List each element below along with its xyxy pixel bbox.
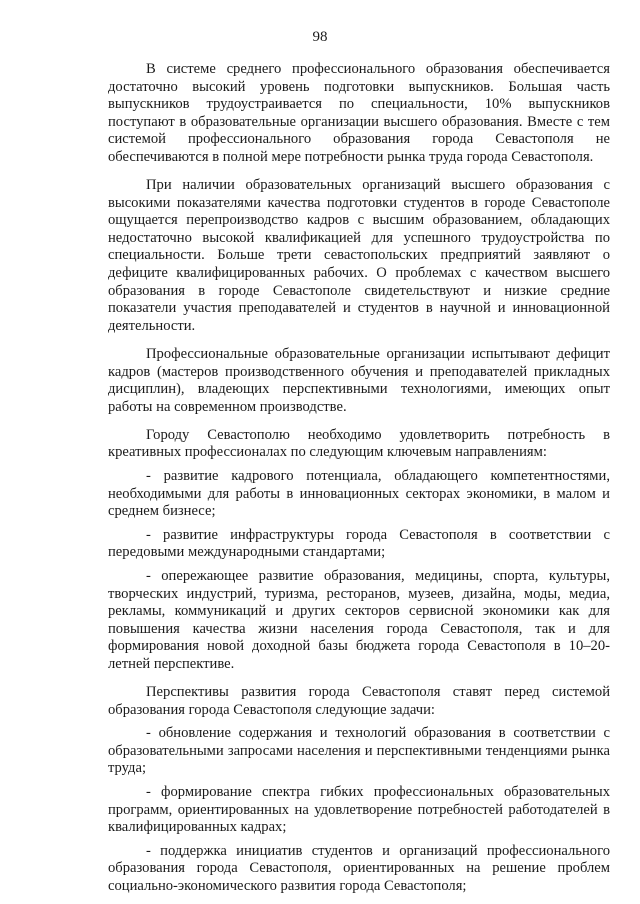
list-item: - развитие инфраструктуры города Севастополя в соответствии с передовыми международными стандартами; <box>108 526 610 561</box>
list-item: - обновление содержания и технологий образования в соответствии с образовательными запросами населения и перспективными тенденциями рынка труда; <box>108 725 610 777</box>
paragraph: Профессиональные образовательные организации испытывают дефицит кадров (мастеров производственного обучения и преподавателей прикладных дисциплин), владеющих перспективными технологиями, имеющих опыт работы на современном производстве. <box>108 345 610 415</box>
list-item: - развитие кадрового потенциала, обладающего компетентностями, необходимыми для работы в инновационных секторах экономики, в малом и среднем бизнесе; <box>108 467 610 520</box>
document-body <box>108 61 610 902</box>
list-item: - формирование спектра гибких профессиональных образовательных программ, ориентированных на удовлетворение потребностей работодателей в квалифицированных кадрах; <box>108 783 610 836</box>
page-number: 98 <box>312 29 328 45</box>
paragraph: При наличии образовательных организаций высшего образования с высокими показателями качества подготовки студентов в городе Севастополе ощущается перепроизводство кадров с высшим образованием, обладающих недостаточно высокой квалификацией для успешного трудоустройства по специальности. Больше трети севастопольских предприятий заявляют о дефиците квалифицированных рабочих. О проблемах с качеством высшего образования в городе Севастополе свидетельствуют и низкие средние показатели участия преподавателей и студентов в научной и инновационной деятельности. <box>108 177 610 334</box>
paragraph: В системе среднего профессионального образования обеспечивается достаточно высокий уровень подготовки выпускников. Большая часть выпускников трудоустраивается по специальности, 10% выпускников поступают в образовательные организации высшего образования. Вместе с тем системой профессионального образования города Севастополя не обеспечиваются в полной мере потребности рынка труда города Севастополя. <box>108 61 610 165</box>
list-item: - поддержка инициатив студентов и организаций профессионального образования города Севастополя, ориентированных на решение проблем социально-экономического развития города Севастополя; <box>108 842 610 894</box>
list-item: - опережающее развитие образования, медицины, спорта, культуры, творческих индустрий, туризма, ресторанов, музеев, дизайна, моды, медиа, рекламы, коммуникаций и других секторов сервисной экономики как для повышения качества жизни населения города Севастополя, так и для формирования новой доходной базы бюджета города Севастополя в 10–20-летней перспективе. <box>108 567 610 672</box>
paragraph: Городу Севастополю необходимо удовлетворить потребность в креативных профессионалах по следующим ключевым направлениям: <box>108 426 610 461</box>
paragraph: Перспективы развития города Севастополя ставят перед системой образования города Севастополя следующие задачи: <box>108 684 610 718</box>
